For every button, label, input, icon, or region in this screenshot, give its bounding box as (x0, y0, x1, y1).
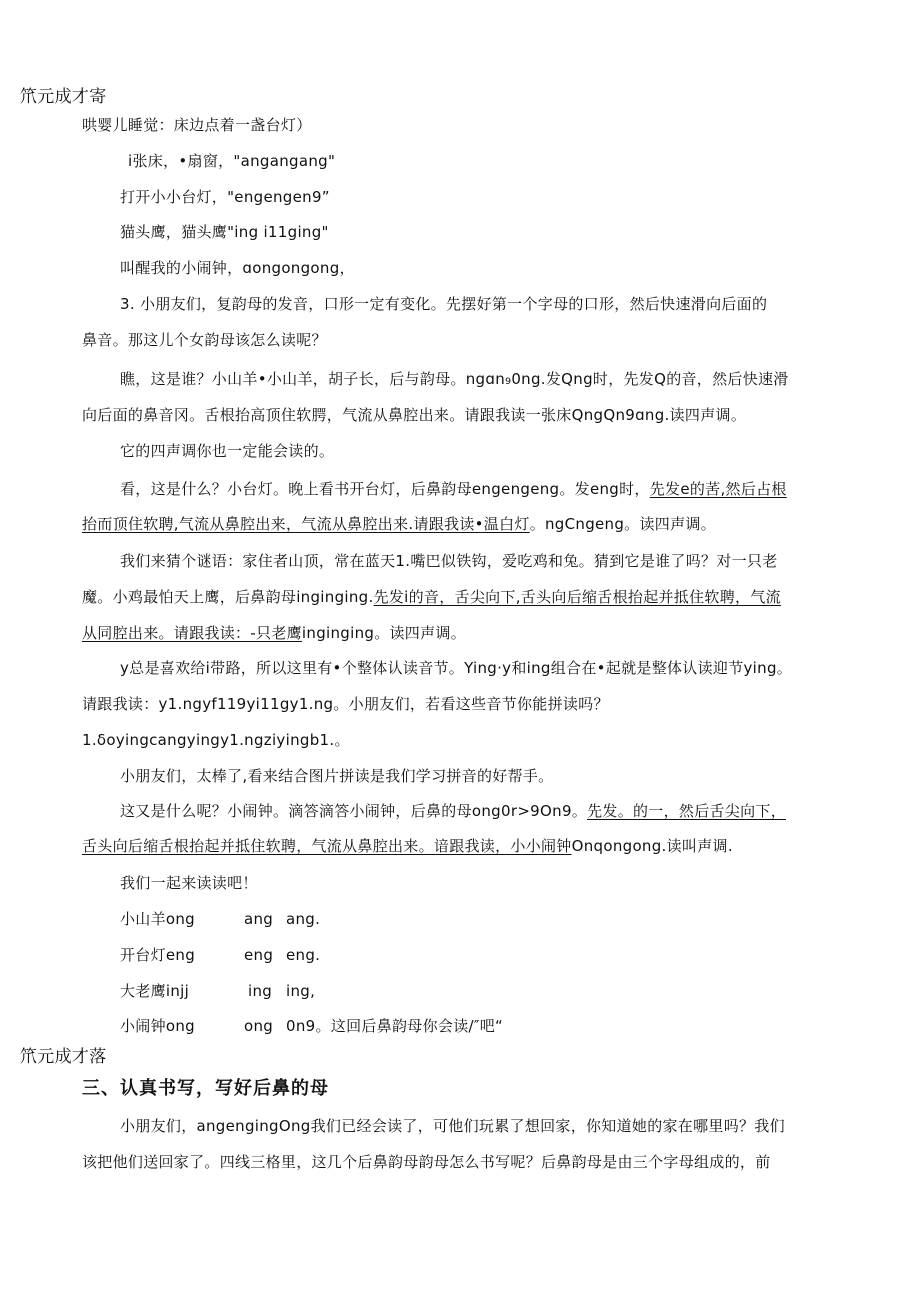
table-row (120, 1016, 503, 1036)
paragraph-line: 1.δoyingcangyingy1.ngziyingb1.。 (82, 731, 350, 749)
verse-line: i张床，•扇窗，"angangang" (128, 152, 336, 170)
table-cell: ang (244, 910, 274, 928)
table-cell: 小山羊ong (120, 910, 196, 928)
table-cell: 大老鹰injj (120, 982, 190, 1000)
paragraph-line: 它的四声调你也一定能会读的。 (120, 442, 335, 460)
paragraph-line: 3. 小朋友们，复韵母的发音，口形一定有变化。先摆好第一个字母的口形，然后快速滑向后面的 (120, 295, 768, 313)
table-cell: eng (244, 946, 274, 964)
paragraph-line: 小朋友们，angengingOng我们已经会读了，可他们玩累了想回家，你知道她的家在哪里吗？我们 (120, 1117, 785, 1135)
verse-line: 叫醒我的小闹钟，ɑongongong， (120, 259, 355, 277)
table-row (120, 945, 320, 965)
text-run: 看，这是什么？小台灯。晚上看书开台灯，后鼻韵母engengeng。发eng时， (120, 480, 650, 498)
text-run: 这又是什么呢？小闹钟。滴答滴答小闹钟，后鼻的母ong0r>9On9。 (120, 802, 588, 820)
page-header: 笊元成才落 (20, 1047, 107, 1067)
section-heading: 三、认真书写，写好后鼻的母 (82, 1078, 329, 1099)
page-header: 笊元成才寄 (20, 87, 107, 107)
intro-line: 哄婴儿睡觉：床边点着一盏台灯） (82, 116, 312, 134)
table-cell: ing (248, 982, 273, 1000)
text-run: 魔。小鸡最怕天上鹰，后鼻韵母inginging. (82, 588, 374, 606)
paragraph-line: 该把他们送回家了。四线三格里，这几个后鼻韵母韵母怎么书写呢？后鼻韵母是由三个字母组成的，前 (82, 1153, 771, 1171)
underlined-text: 舌头向后缩舌根抬起并抵住软聘，气流从鼻腔出来。谙跟我读，小小闹钟 (82, 837, 572, 855)
table-cell: ing, (286, 982, 316, 1000)
underlined-text: 先发i的音，舌尖向下,舌头向后缩舌根抬起并抵住软聘，气流 (373, 588, 781, 606)
paragraph-line: 瞧，这是谁？小山羊•小山羊，胡子长，后与韵母。ngɑn₉0ng.发Qng时，先发Q的音，然后快速滑 (120, 370, 789, 388)
paragraph-line (120, 479, 787, 499)
table-cell: ang. (286, 910, 321, 928)
table-cell: 0n9。这回后鼻韵母你会读/″吧“ (286, 1017, 504, 1035)
underlined-text: 先发。的一，然后舌尖向下， (587, 802, 786, 820)
table-cell: 开台灯eng (120, 946, 196, 964)
verse-line: 打开小小台灯，"engengen9” (120, 188, 330, 206)
table-cell: eng. (286, 946, 321, 964)
paragraph-line (120, 801, 786, 821)
paragraph-line: 小朋友们，太棒了,看来结合图片拼读是我们学习拼音的好帮手。 (120, 767, 554, 785)
paragraph-line: 我们一起来读读吧！ (120, 874, 258, 892)
paragraph-line: 请跟我读：y1.ngyf119yi11gy1.ng。小朋友们，若看这些音节你能拼读吗？ (82, 695, 609, 713)
table-cell: ong (244, 1017, 274, 1035)
underlined-text: 从同腔出来。请跟我读：-只老鹰 (82, 624, 302, 642)
table-row (120, 981, 315, 1001)
paragraph-line: 向后面的鼻音冈。舌根抬高顶住软腭，气流从鼻腔出来。请跟我读一张床QngQn9ɑng.读四声调。 (82, 406, 747, 424)
paragraph-line (82, 587, 781, 607)
paragraph-line (82, 836, 733, 856)
paragraph-line: 鼻音。那这儿个女韵母该怎么读呢？ (82, 331, 327, 349)
table-row (120, 909, 320, 929)
verse-line: 猫头鹰，猫头鹰"ing i11ging" (120, 223, 329, 241)
text-run: 。ngCngeng。读四声调。 (529, 515, 716, 533)
underlined-text: 抬而顶住软聘,气流从鼻腔出来，气流从鼻腔出来.请跟我读•温白灯 (82, 515, 530, 533)
table-cell: 小闹钟ong (120, 1017, 196, 1035)
paragraph-line: y总是喜欢给i带路，所以这里有•个整体认读音节。Ying·y和ing组合在•起就是整体认读迎节ying。 (120, 659, 793, 677)
text-run: inginging。读四声调。 (301, 624, 467, 642)
text-run: Onqongong.读叫声调. (571, 837, 733, 855)
paragraph-line (82, 514, 716, 534)
underlined-text: 先发e的䒷,然后占根 (649, 480, 787, 498)
paragraph-line (82, 623, 466, 643)
paragraph-line: 我们来猜个谜语：家住者山顶，常在蓝天1.嘴巴似铁钩，爱吃鸡和兔。猜到它是谁了吗？对一只老 (120, 552, 778, 570)
